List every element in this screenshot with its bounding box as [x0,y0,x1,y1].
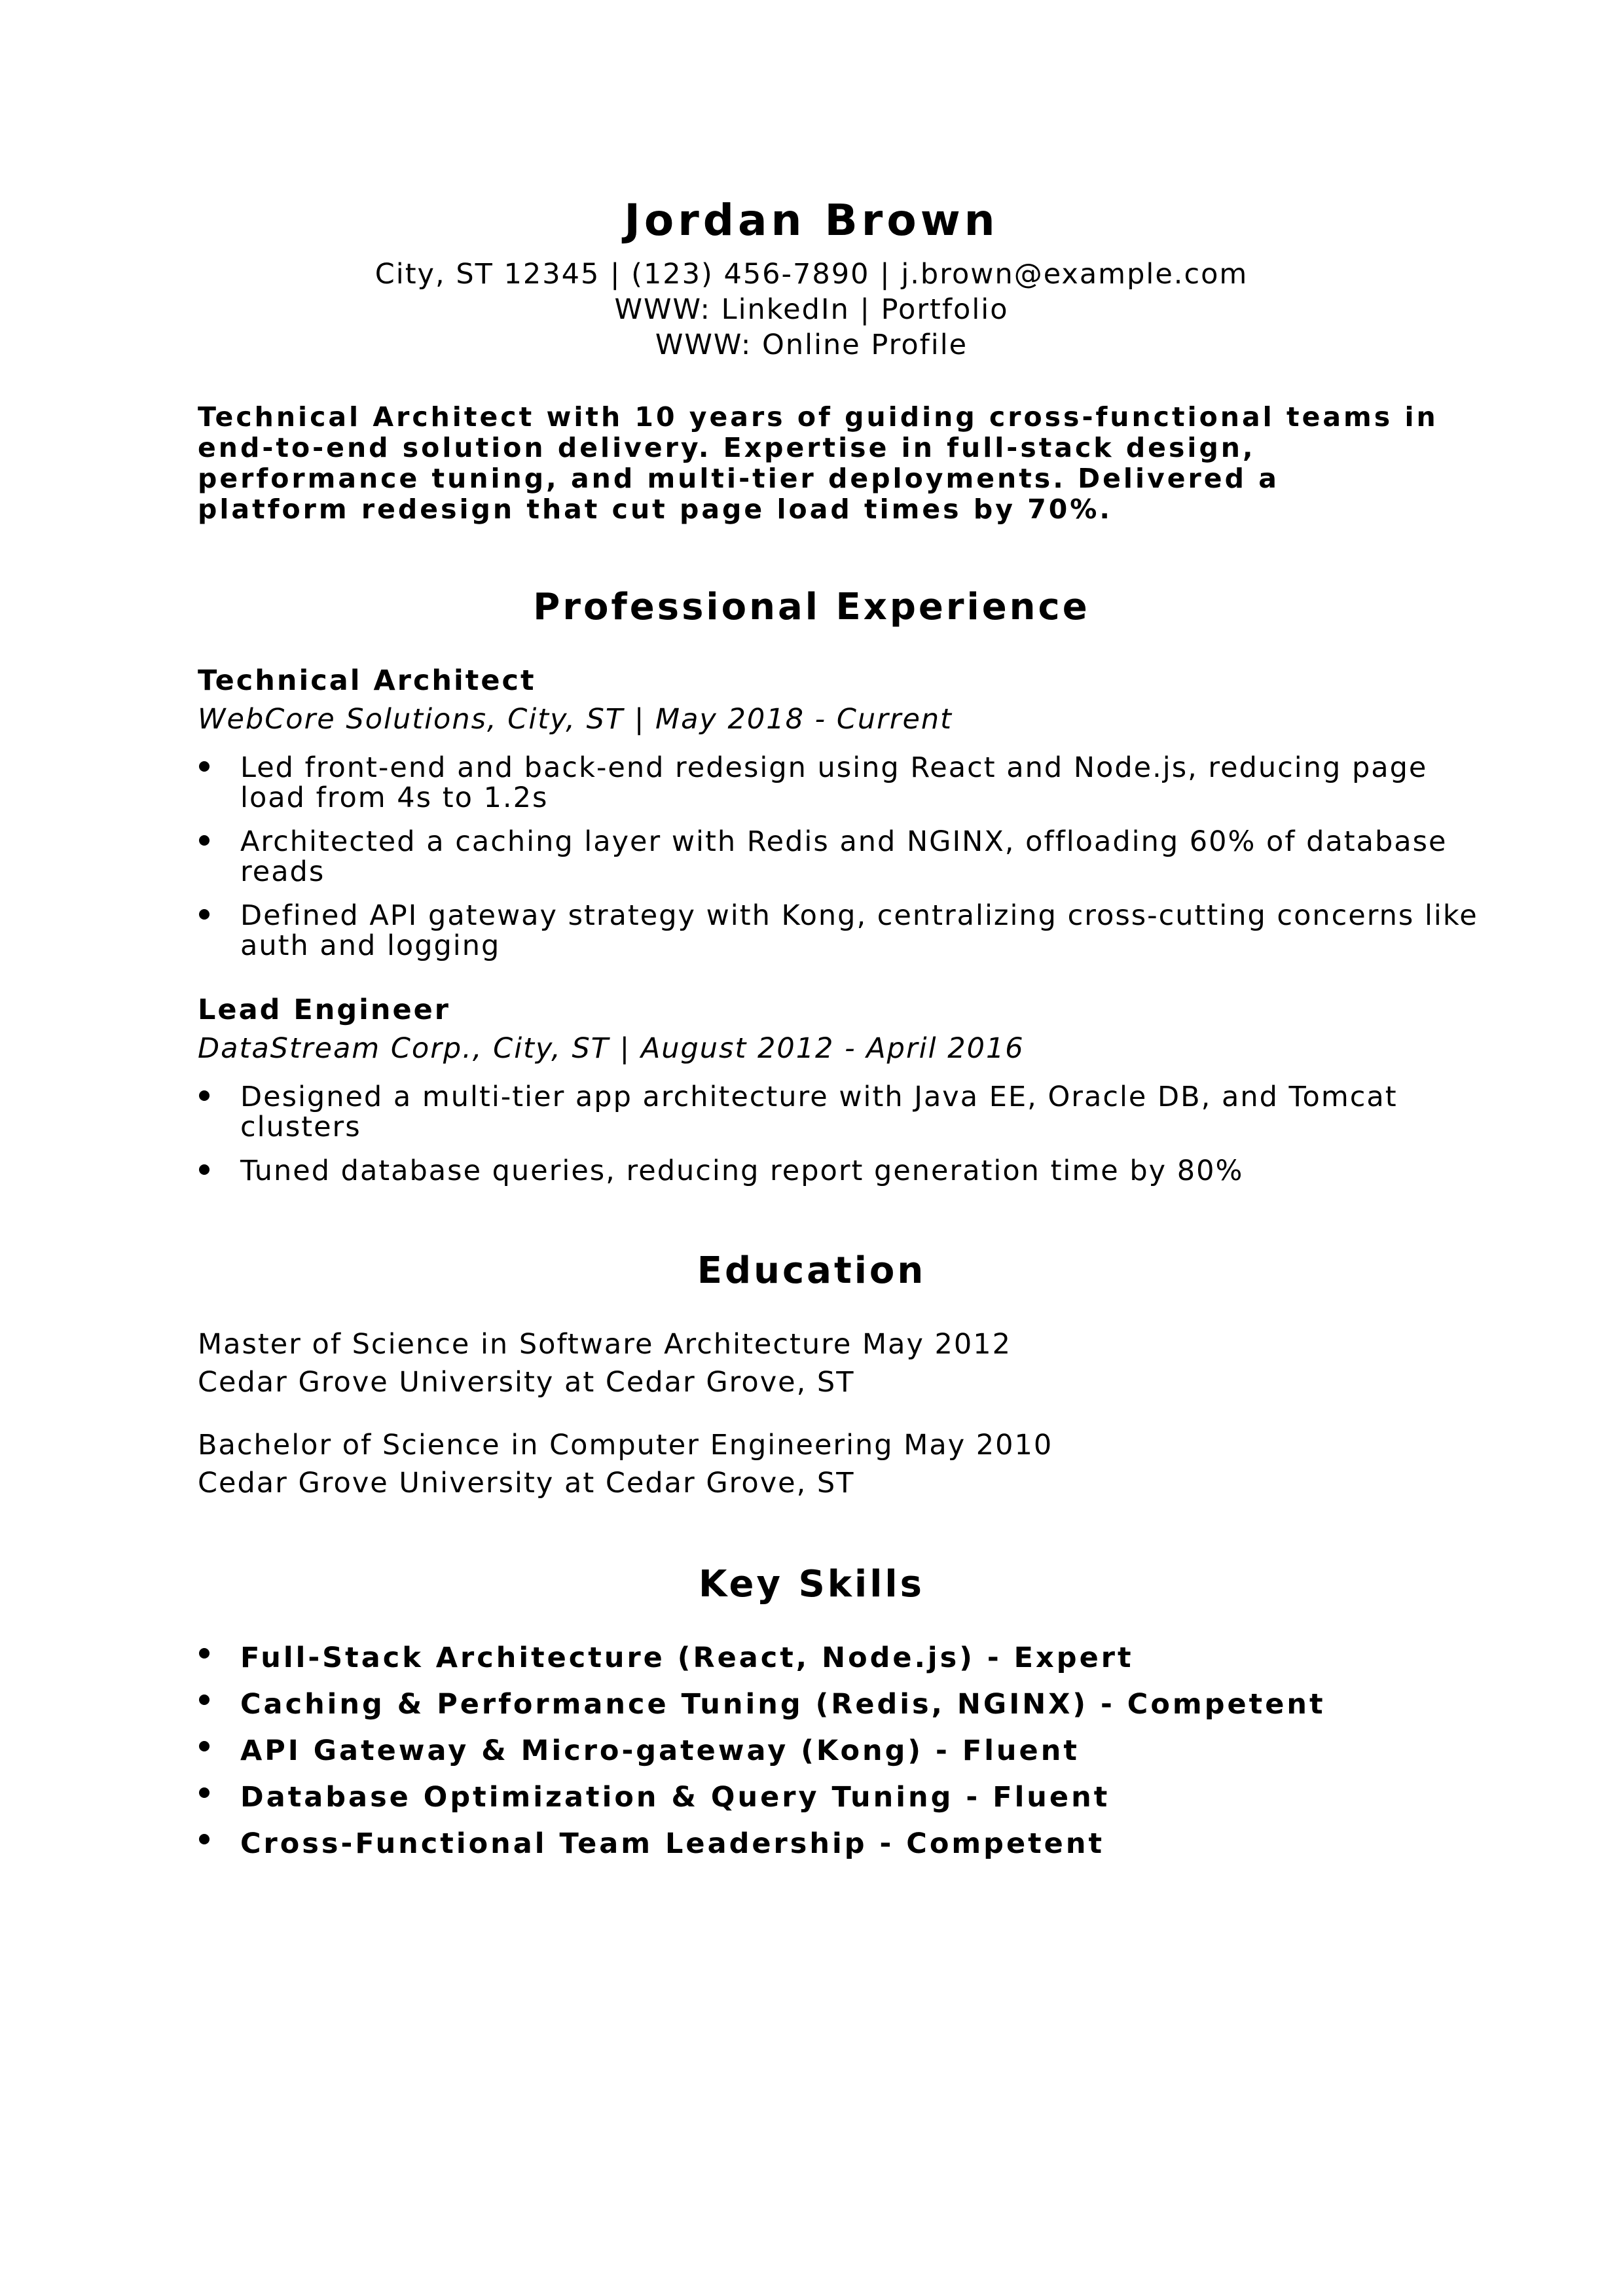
job-meta: WebCore Solutions, City, ST | May 2018 - Current [198,703,953,736]
education-school: Cedar Grove University at Cedar Grove, ST [198,1366,855,1399]
skills-heading: Key Skills [699,1563,924,1605]
candidate-name: Jordan Brown [624,195,999,245]
bullet-icon [199,1695,210,1705]
education-heading: Education [697,1249,926,1292]
job-bullet-text: Led front-end and back-end redesign using React and Node.js, reducing page load from 4s to 1.2s [240,751,1428,814]
skill-item-text: Database Optimization & Query Tuning - Fluent [240,1781,1110,1814]
links-line: WWW: LinkedIn | Portfolio [614,293,1009,326]
job-title: Technical Architect [198,664,536,697]
job-bullet-text: Architected a caching layer with Redis and NGINX, offloading 60% of database reads [240,825,1448,888]
skill-item-text: Full-Stack Architecture (React, Node.js) - Expert [240,1641,1134,1674]
job-title: Lead Engineer [198,994,450,1026]
bullet-icon [199,1787,210,1798]
contact-line: City, ST 12345 | (123) 456-7890 | j.brown@example.com [374,258,1249,291]
skill-item-text: Caching & Performance Tuning (Redis, NGINX) - Competent [240,1688,1326,1721]
bullet-icon [199,761,210,772]
job-bullet-text: Tuned database queries, reducing report generation time by 80% [240,1155,1244,1187]
skill-item-text: Cross-Functional Team Leadership - Competent [240,1827,1105,1860]
bullet-icon [199,909,210,920]
profile-line: WWW: Online Profile [655,329,968,361]
bullet-icon [199,1741,210,1751]
education-degree: Master of Science in Software Architecture May 2012 [198,1328,1012,1361]
bullet-icon [199,1834,210,1844]
job-bullet-text: Defined API gateway strategy with Kong, centralizing cross-cutting concerns like auth and logging [240,899,1478,962]
job-meta: DataStream Corp., City, ST | August 2012 - April 2016 [198,1032,1025,1065]
bullet-icon [199,1164,210,1175]
skill-item-text: API Gateway & Micro-gateway (Kong) - Fluent [240,1734,1080,1767]
bullet-icon [199,835,210,846]
job-bullet-text: Designed a multi-tier app architecture with Java EE, Oracle DB, and Tomcat clusters [240,1081,1398,1143]
education-school: Cedar Grove University at Cedar Grove, ST [198,1467,855,1499]
experience-heading: Professional Experience [533,586,1090,628]
professional-summary: Technical Architect with 10 years of guiding cross-functional teams in end-to-end solution delivery. Expertise in full-stack design, performance tuning, and multi-tier deployments. Delivered a platform redesign that cut page load times by 70%. [198,401,1438,525]
education-degree: Bachelor of Science in Computer Engineering May 2010 [198,1429,1053,1462]
bullet-icon [199,1648,210,1659]
bullet-icon [199,1090,210,1101]
